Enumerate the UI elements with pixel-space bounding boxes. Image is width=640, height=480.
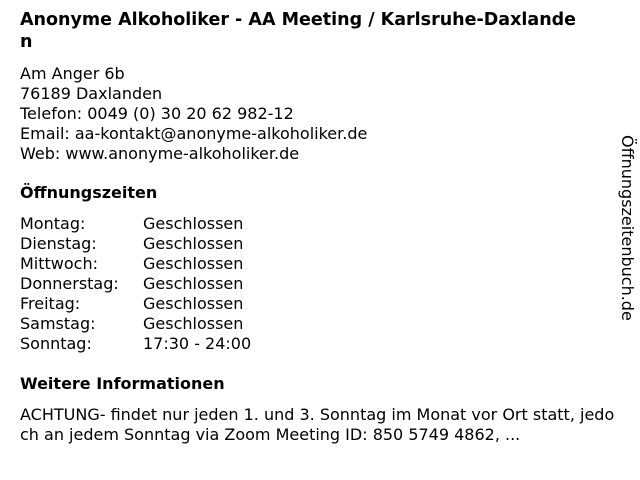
hours-day: Mittwoch: <box>20 254 98 273</box>
hours-day: Donnerstag: <box>20 274 119 293</box>
web-line: Web: www.anonyme-alkoholiker.de <box>20 144 300 163</box>
hours-row-tuesday <box>20 234 620 254</box>
hours-value: 17:30 - 24:00 <box>143 334 252 353</box>
phone-line: Telefon: 0049 (0) 30 20 62 982-12 <box>20 104 294 123</box>
address-block <box>20 64 620 164</box>
hours-value: Geschlossen <box>143 294 244 313</box>
address-street: Am Anger 6b <box>20 64 125 83</box>
hours-day: Samstag: <box>20 314 96 333</box>
hours-value: Geschlossen <box>143 254 244 273</box>
hours-value: Geschlossen <box>143 314 244 333</box>
hours-row-monday <box>20 214 620 234</box>
more-info-text: ACHTUNG- findet nur jeden 1. und 3. Sonntag im Monat vor Ort statt, jedoch an jedem Sonntag via Zoom Meeting ID: 850 5749 4862, ... <box>20 405 615 444</box>
email-line: Email: aa-kontakt@anonyme-alkoholiker.de <box>20 124 368 143</box>
hours-day: Sonntag: <box>20 334 92 353</box>
more-info-heading: Weitere Informationen <box>20 374 225 393</box>
brand-watermark <box>617 135 637 335</box>
hours-day: Dienstag: <box>20 234 97 253</box>
hours-row-friday <box>20 294 620 314</box>
hours-value: Geschlossen <box>143 234 244 253</box>
hours-day: Montag: <box>20 214 86 233</box>
listing-title: Anonyme Alkoholiker - AA Meeting / Karlsruhe-Daxlanden <box>20 10 577 52</box>
opening-hours-heading: Öffnungszeiten <box>20 183 158 202</box>
hours-value: Geschlossen <box>143 214 244 233</box>
hours-row-saturday <box>20 314 620 334</box>
opening-hours-table <box>20 214 620 354</box>
hours-row-sunday <box>20 334 620 354</box>
hours-row-thursday <box>20 274 620 294</box>
listing-card <box>20 9 620 445</box>
hours-value: Geschlossen <box>143 274 244 293</box>
hours-row-wednesday <box>20 254 620 274</box>
hours-day: Freitag: <box>20 294 81 313</box>
address-city: 76189 Daxlanden <box>20 84 163 103</box>
brand-text: Öffnungszeitenbuch.de <box>618 135 637 321</box>
